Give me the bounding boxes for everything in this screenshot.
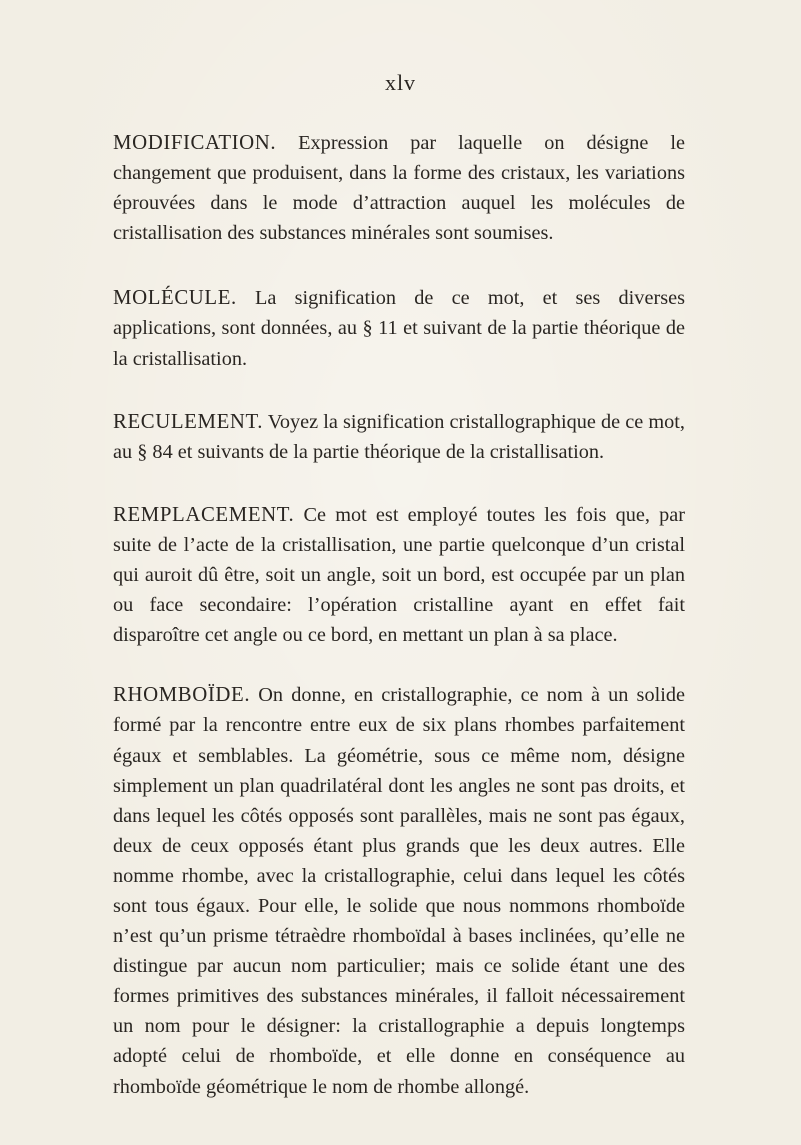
entry-remplacement: [113, 500, 685, 650]
entry-term: RECULEMENT.: [113, 409, 264, 433]
entry-term: MOLÉCULE.: [113, 286, 237, 310]
entry-definition: Voyez la signification cristallographique de ce mot, au § 84 et suivants de la partie théorique de la cristallisation.: [113, 410, 685, 463]
entry-term: MODIFICATION.: [113, 131, 277, 154]
entry-modification: [113, 128, 685, 248]
glossary-text: [113, 128, 685, 1137]
page-number: xlv: [384, 70, 417, 95]
entry-molecule: [113, 283, 685, 373]
entry-definition: On donne, en cristallographie, ce nom à un solide formé par la rencontre entre eux de six plans rhombes parfaitement égaux et semblables. La géométrie, sous ce même nom, désigne simplement un plan quadrilatéral dont les angles ne sont pas droits, et dans lequel les côtés opposés sont parallèles, mais ne sont pas égaux, deux de ceux opposés étant plus grands que les deux autres. Elle nomme rhombe, avec la cristallographie, celui dans lequel les côtés sont tous égaux. Pour elle, le solide que nous nommons rhomboïde n’est qu’un prisme tétraèdre rhomboïdal à bases inclinées, qu’elle ne distingue par aucun nom particulier; mais ce solide étant une des formes primitives des substances minérales, il falloit nécessairement un nom pour le désigner: la cristallographie a depuis longtemps adopté celui de rhomboïde, et elle donne en conséquence au rhomboïde géométrique le nom de rhombe allongé.: [113, 684, 685, 1098]
entry-rhomboide: [113, 680, 685, 1101]
entry-definition: Expression par laquelle on désigne le changement que produisent, dans la forme des cristaux, les variations éprouvées dans le mode d’attraction auquel les molécules de cristallisation des substances minérales sont soumises.: [113, 132, 685, 245]
entry-definition: Ce mot est employé toutes les fois que, par suite de l’acte de la cristallisation, une partie quelconque d’un cristal qui auroit dû être, soit un angle, soit un bord, est occupée par un plan ou face secondaire: l’opération cristalline ayant en effet fait disparoître cet angle ou ce bord, en mettant un plan à sa place.: [113, 503, 685, 647]
entry-definition: La signification de ce mot, et ses diverses applications, sont données, au § 11 et suivant de la partie théorique de la cristallisation.: [113, 287, 685, 370]
entry-reculement: [113, 407, 685, 467]
entry-term: RHOMBOÏDE.: [113, 683, 251, 707]
entry-term: REMPLACEMENT.: [113, 502, 295, 526]
